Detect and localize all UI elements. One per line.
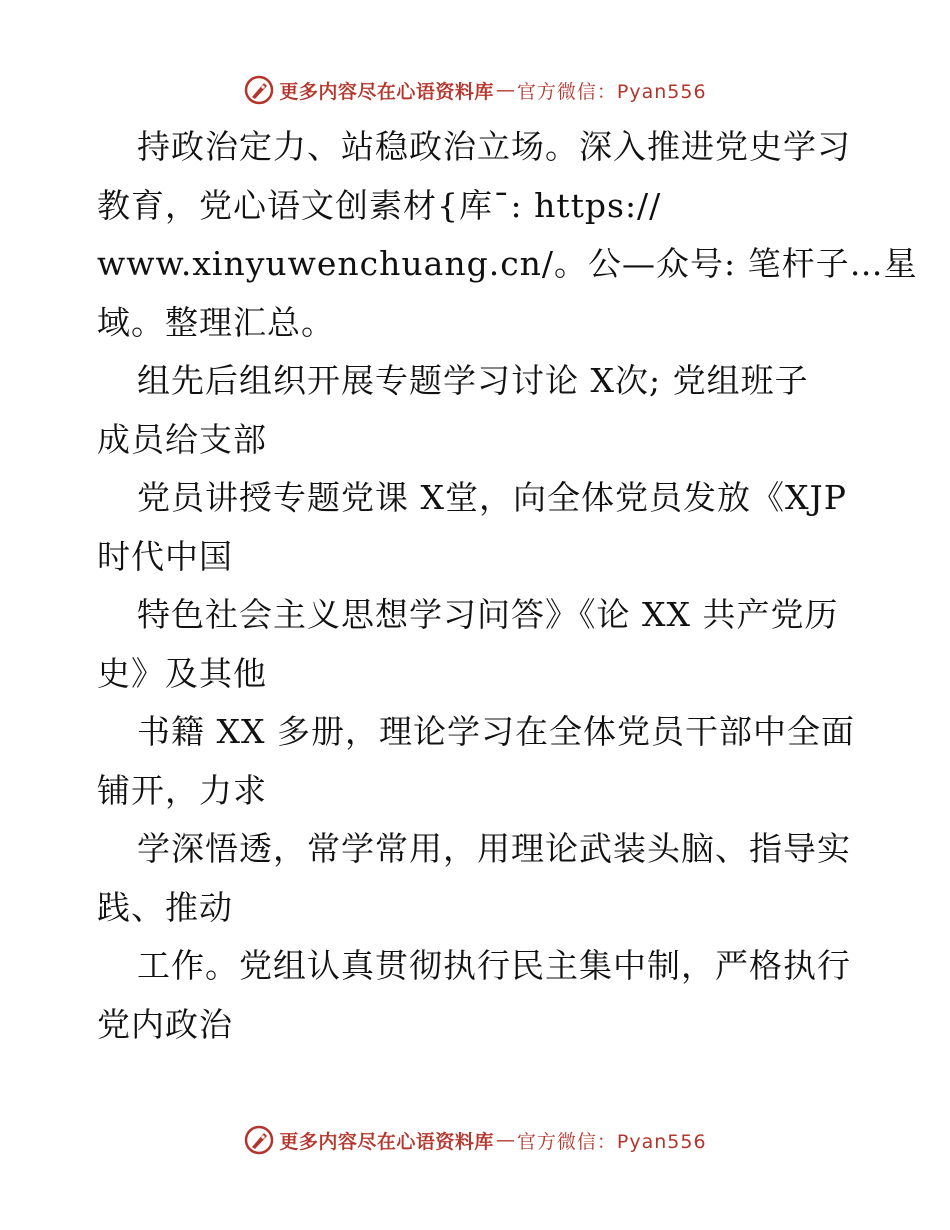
body-line: 组先后组织开展专题学习讨论 X次; 党组班子 — [137, 361, 809, 400]
banner-title: 更多内容尽在心语资料库 — [279, 1130, 494, 1153]
banner-separator: — — [495, 1129, 515, 1151]
pen-nib-logo-icon — [243, 1124, 275, 1156]
body-line: 持政治定力、站稳政治立场。深入推进党史学习 — [137, 127, 851, 166]
body-line: 学深悟透，常学常用，用理论武装头脑、指导实 — [137, 829, 851, 868]
body-line: 域。整理汇总。 — [97, 302, 335, 342]
body-line: 践、推动 — [97, 887, 233, 927]
body-line: 特色社会主义思想学习问答》《论 XX 共产党历 — [137, 595, 839, 634]
body-line: 党员讲授专题党课 X堂，向全体党员发放《XJP — [137, 478, 847, 517]
body-line: 史》及其他 — [97, 653, 267, 693]
body-line: 铺开，力求 — [97, 770, 267, 810]
footer-banner — [0, 1120, 950, 1160]
body-line: www.xinyuwenchuang.cn/。公—众号: 笔杆子…星 — [97, 244, 918, 283]
body-line: 教育，党心语文创素材{库¯: https:// — [97, 185, 662, 225]
banner-wechat: 官方微信：Pyan556 — [516, 80, 707, 103]
banner-wechat: 官方微信：Pyan556 — [516, 1130, 707, 1153]
header-banner — [0, 70, 950, 110]
document-body — [97, 118, 918, 1054]
body-line: 书籍 XX 多册，理论学习在全体党员干部中全面 — [137, 712, 855, 751]
body-line: 成员给支部 — [97, 419, 267, 459]
body-line: 时代中国 — [97, 536, 233, 576]
body-line: 工作。党组认真贯彻执行民主集中制，严格执行 — [137, 946, 851, 985]
body-line: 党内政治 — [97, 1004, 233, 1044]
banner-title: 更多内容尽在心语资料库 — [279, 80, 494, 103]
banner-separator: — — [495, 79, 515, 101]
pen-nib-logo-icon — [243, 74, 275, 106]
